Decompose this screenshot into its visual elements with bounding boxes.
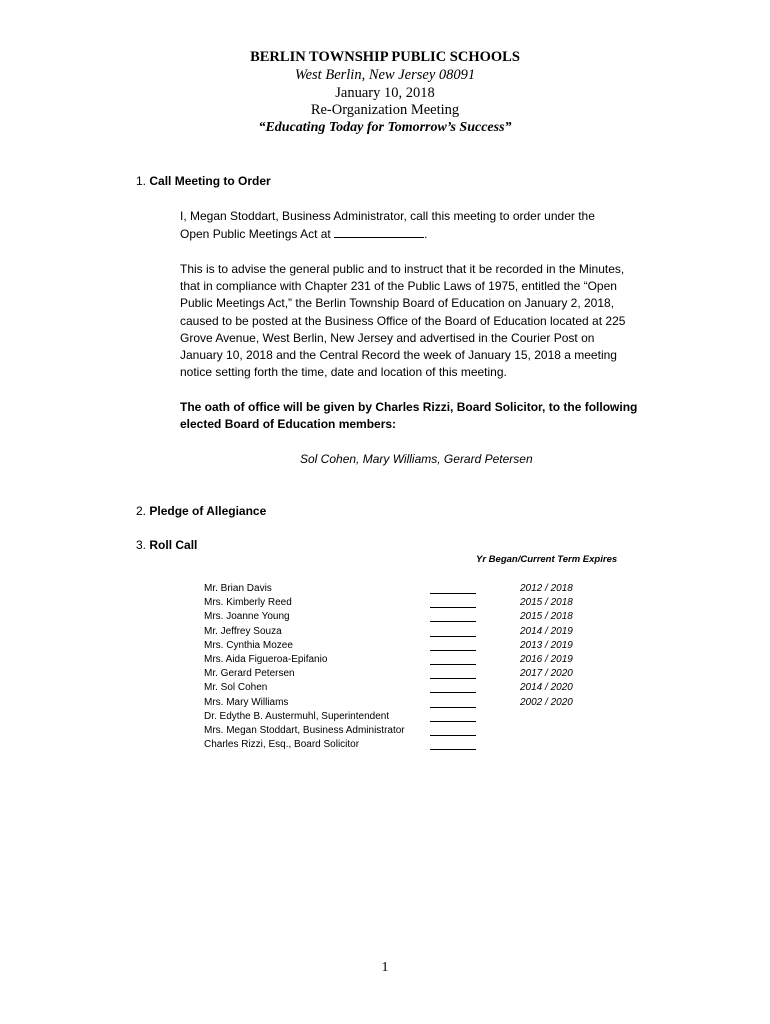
- section-pledge-heading: [136, 503, 266, 520]
- member-name: Dr. Edythe B. Austermuhl, Superintendent: [204, 710, 390, 722]
- roll-call-row: [204, 640, 604, 654]
- statement-text: Open Public Meetings Act at: [180, 227, 331, 242]
- roll-call-row: [204, 668, 604, 682]
- roll-call-row: [204, 711, 604, 725]
- attendance-blank-line: [430, 664, 476, 665]
- attendance-blank-line: [430, 735, 476, 736]
- member-name: Mrs. Kimberly Reed: [204, 597, 292, 609]
- page-number: 1: [381, 960, 389, 975]
- paragraph-line: Public Meetings Act,” the Berlin Township Board of Education on January 2, 2018,: [180, 296, 615, 311]
- section-title: Pledge of Allegiance: [149, 504, 267, 518]
- paragraph-line: elected Board of Education members:: [180, 417, 397, 432]
- section-number: 3.: [136, 538, 147, 552]
- member-term: 2014 / 2020: [520, 682, 573, 694]
- member-term: 2015 / 2018: [520, 597, 573, 609]
- paragraph-line: The oath of office will be given by Charles Rizzi, Board Solicitor, to the following: [180, 400, 638, 414]
- member-name: Mrs. Joanne Young: [204, 611, 290, 623]
- member-term: 2012 / 2018: [520, 583, 573, 594]
- paragraph-line: caused to be posted at the Business Office of the Board of Education located at 225: [180, 313, 626, 328]
- roll-call-row: [204, 583, 604, 597]
- attendance-blank-line: [430, 721, 476, 722]
- public-notice-paragraph: [180, 261, 660, 381]
- attendance-blank-line: [430, 707, 476, 708]
- attendance-blank-line: [430, 650, 476, 651]
- member-term: 2013 / 2019: [520, 639, 573, 651]
- district-location: West Berlin, New Jersey 08091: [294, 67, 476, 83]
- section-roll-call-heading: [136, 537, 197, 554]
- meeting-type: Re-Organization Meeting: [310, 102, 460, 118]
- district-motto: “Educating Today for Tomorrow’s Success”: [258, 120, 512, 135]
- member-term: 2015 / 2018: [520, 611, 573, 623]
- time-blank-line: [334, 225, 424, 238]
- attendance-blank-line: [430, 593, 476, 594]
- section-number: 1.: [136, 174, 147, 188]
- roll-call-list: [204, 583, 604, 753]
- attendance-blank-line: [430, 678, 476, 679]
- attendance-blank-line: [430, 607, 476, 608]
- member-term: 2014 / 2019: [520, 625, 573, 637]
- roll-call-row: [204, 739, 604, 753]
- member-name: Mr. Brian Davis: [204, 583, 272, 594]
- statement-period: .: [424, 227, 428, 242]
- member-name: Mrs. Megan Stoddart, Business Administrator: [204, 724, 405, 736]
- elected-members: Sol Cohen, Mary Williams, Gerard Petersen: [300, 452, 533, 466]
- roll-call-row: [204, 725, 604, 739]
- roll-call-row: [204, 697, 604, 711]
- paragraph-line: Grove Avenue, West Berlin, New Jersey and advertised in the Courier Post on: [180, 330, 595, 345]
- statement-line: [180, 225, 660, 243]
- roll-call-row: [204, 626, 604, 640]
- roll-call-row: [204, 597, 604, 611]
- term-column-header: Yr Began/Current Term Expires: [476, 554, 618, 565]
- paragraph-line: notice setting forth the time, date and location of this meeting.: [180, 365, 507, 380]
- paragraph-line: January 10, 2018 and the Central Record the week of January 15, 2018 a meeting: [180, 348, 617, 363]
- attendance-blank-line: [430, 749, 476, 750]
- attendance-blank-line: [430, 692, 476, 693]
- member-term: 2002 / 2020: [520, 696, 573, 708]
- member-name: Mrs. Mary Williams: [204, 696, 289, 708]
- roll-call-row: [204, 654, 604, 668]
- member-name: Mr. Jeffrey Souza: [204, 625, 282, 637]
- paragraph-line: This is to advise the general public and to instruct that it be recorded in the Minutes,: [180, 262, 625, 276]
- member-name: Mrs. Cynthia Mozee: [204, 639, 293, 651]
- meeting-date: January 10, 2018: [335, 85, 435, 101]
- section-number: 2.: [136, 504, 147, 518]
- section-title: Call Meeting to Order: [149, 174, 271, 188]
- attendance-blank-line: [430, 636, 476, 637]
- section-title: Roll Call: [149, 538, 198, 552]
- oath-of-office-paragraph: [180, 399, 660, 433]
- section-call-to-order-heading: [136, 173, 271, 190]
- member-name: Charles Rizzi, Esq., Board Solicitor: [204, 739, 360, 751]
- call-to-order-statement: [180, 208, 660, 243]
- attendance-blank-line: [430, 621, 476, 622]
- member-name: Mr. Gerard Petersen: [204, 668, 295, 680]
- roll-call-row: [204, 611, 604, 625]
- district-title: BERLIN TOWNSHIP PUBLIC SCHOOLS: [250, 49, 520, 65]
- statement-line: I, Megan Stoddart, Business Administrator, call this meeting to order under the: [180, 209, 595, 223]
- member-term: 2017 / 2020: [520, 668, 573, 680]
- member-term: 2016 / 2019: [520, 653, 573, 665]
- paragraph-line: that in compliance with Chapter 231 of the Public Laws of 1975, entitled the “Open: [180, 279, 617, 294]
- member-name: Mr. Sol Cohen: [204, 682, 268, 694]
- member-name: Mrs. Aida Figueroa-Epifanio: [204, 653, 328, 665]
- roll-call-row: [204, 682, 604, 696]
